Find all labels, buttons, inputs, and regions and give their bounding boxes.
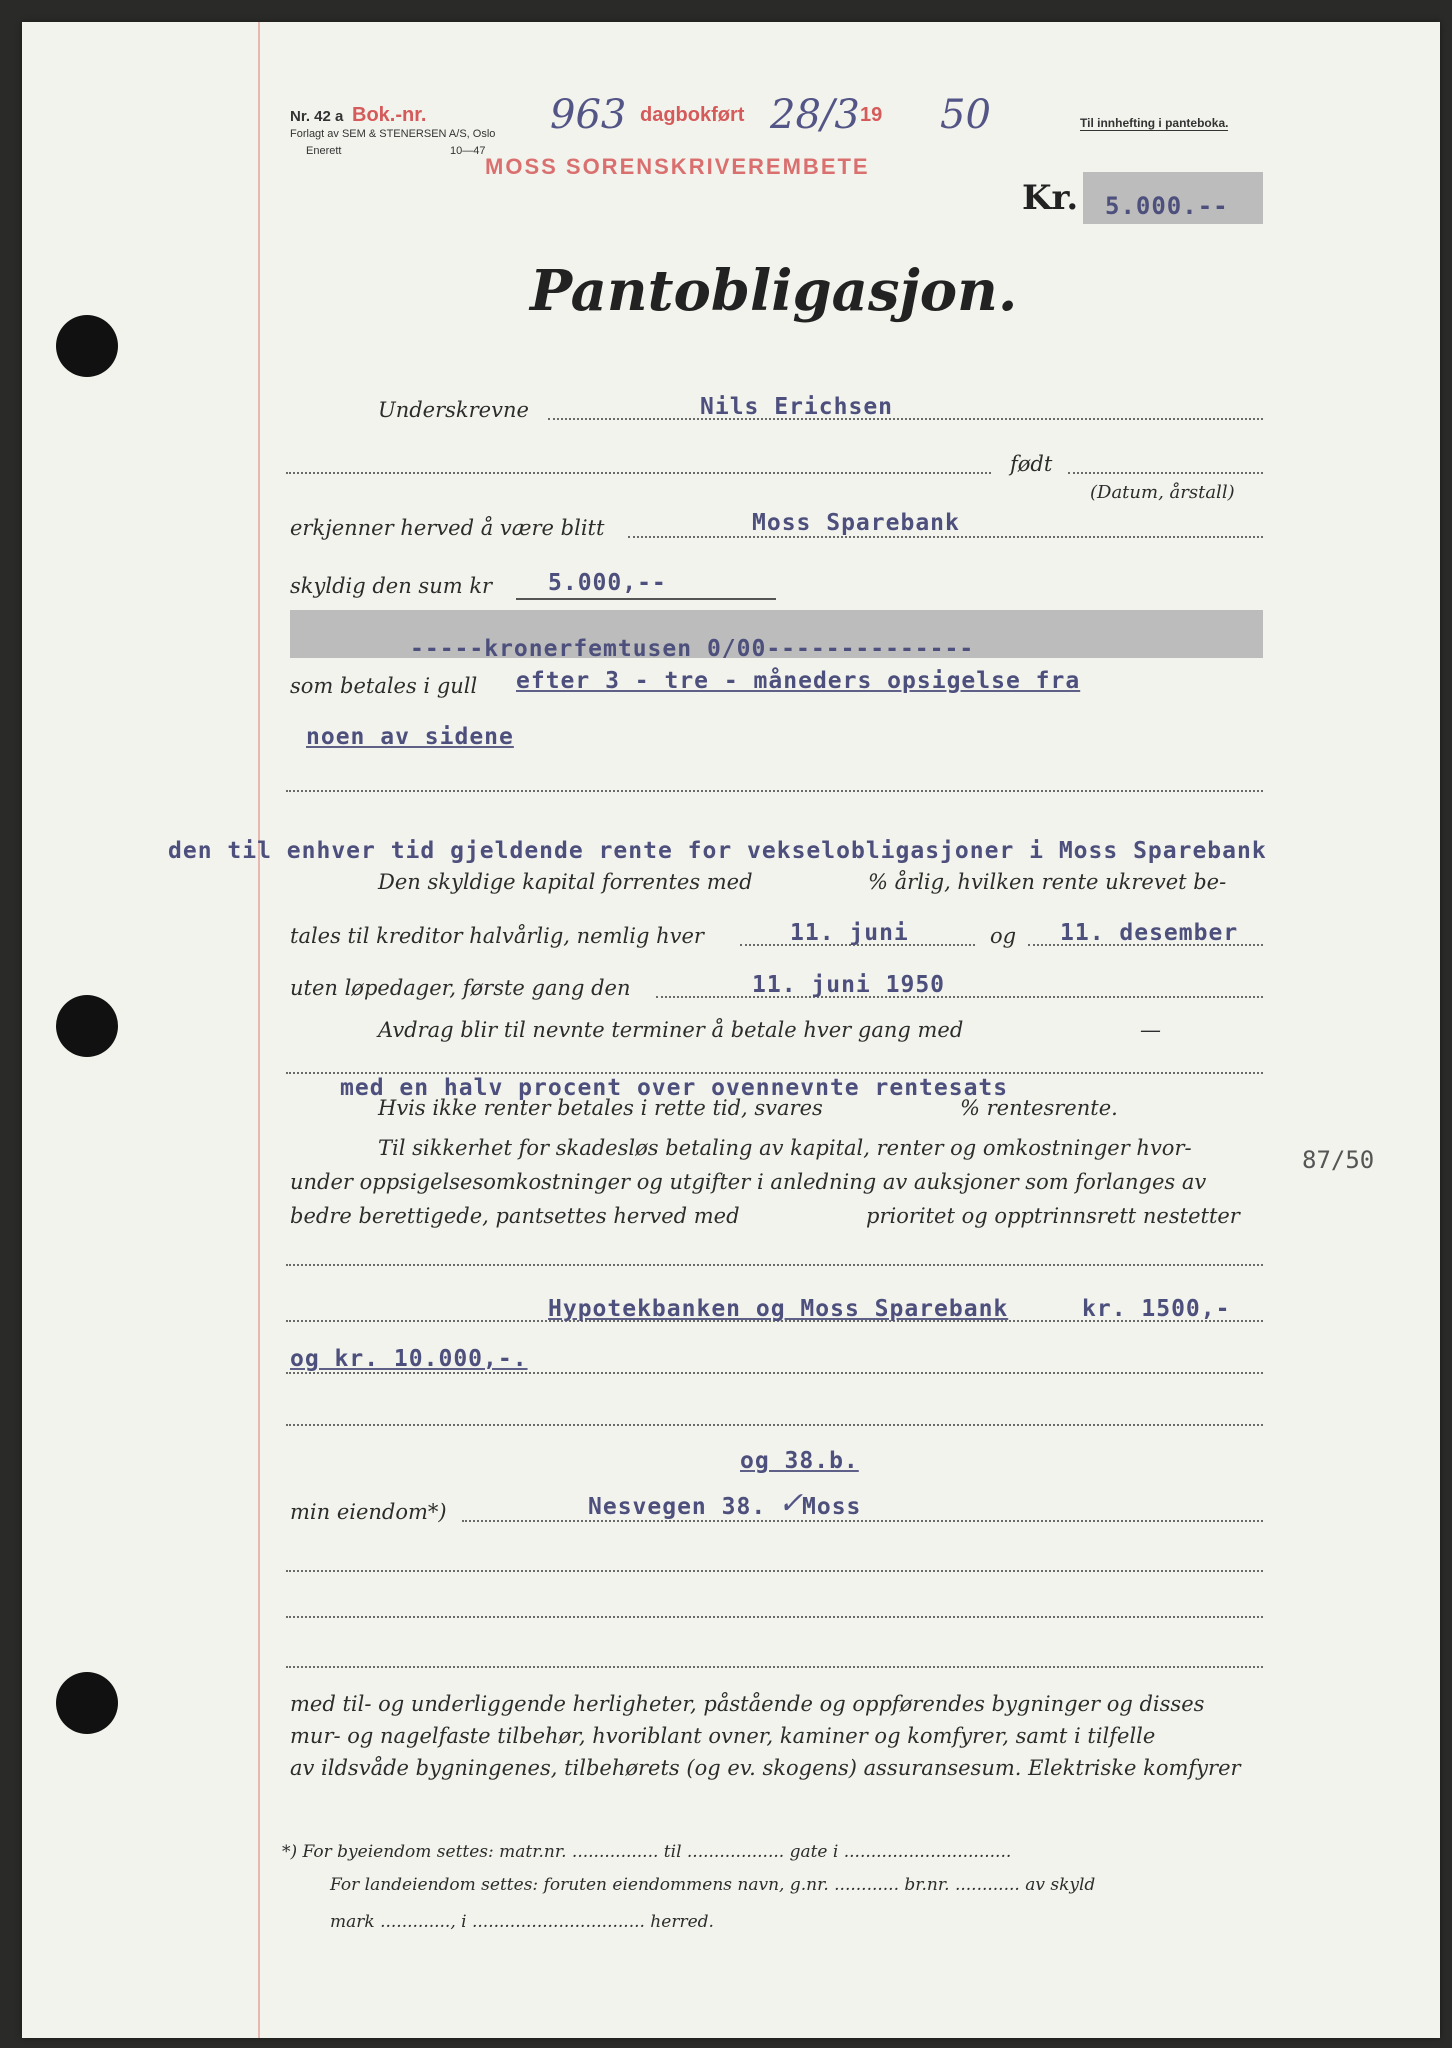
- sum-underline: [516, 598, 776, 600]
- herligheter-line-2: mur- og nagelfaste tilbehør, hvoriblant ovner, kaminer og komfyrer, samt i tilfelle: [290, 1724, 1156, 1748]
- prior-claim-1-amount: kr. 1500,-: [1082, 1296, 1231, 1322]
- forrentes-label-b: % årlig, hvilken rente ukrevet be-: [868, 870, 1227, 894]
- footnote-line-3: mark ............., i ................................ herred.: [330, 1912, 714, 1932]
- publisher-line: Forlagt av SEM & STENERSEN A/S, Oslo: [290, 128, 496, 140]
- betales-value-2: noen av sidene: [306, 724, 514, 750]
- first-payment-date: 11. juni 1950: [752, 972, 946, 998]
- term-date-1: 11. juni: [790, 920, 909, 946]
- hvis-ikke-label-a: Hvis ikke renter betales i rette tid, svares: [378, 1096, 823, 1120]
- year-prefix: 19: [860, 104, 883, 126]
- herligheter-line-3: av ildsvåde bygningenes, tilbehørets (og ev. skogens) assuransesum. Elektriske komfyrer: [290, 1756, 1241, 1780]
- sikkerhet-line-3b: prioritet og opptrinnsrett nestetter: [866, 1204, 1240, 1228]
- dotted-line: [656, 996, 1263, 998]
- eiendom-label: min eiendom*): [290, 1500, 447, 1524]
- term-date-2: 11. desember: [1060, 920, 1239, 946]
- footnote-line-1: *) For byeiendom settes: matr.nr. ................ til .................. gate i ...............................: [282, 1842, 1012, 1862]
- creditor-name: Moss Sparebank: [752, 510, 960, 536]
- undertegnede-label: Underskrevne: [378, 398, 529, 422]
- sikkerhet-line-3a: bedre berettigede, pantsettes herved med: [290, 1204, 740, 1228]
- dotted-line: [286, 1616, 1263, 1618]
- form-number: Nr. 42 a: [290, 108, 344, 125]
- tales-label: tales til kreditor halvårlig, nemlig hver: [290, 924, 704, 948]
- enerett-label: Enerett: [306, 145, 342, 157]
- sum-value: 5.000,--: [548, 570, 667, 596]
- property-city: Moss: [802, 1494, 862, 1520]
- dotted-line: [286, 1424, 1263, 1426]
- dotted-line: [286, 1666, 1263, 1668]
- bok-nr-stamp: Bok.-nr.: [352, 104, 427, 126]
- avdrag-dash: —: [1140, 1018, 1161, 1042]
- lopedager-label: uten løpedager, første gang den: [290, 976, 631, 1000]
- check-mark: ✓: [778, 1486, 804, 1521]
- avdrag-label: Avdrag blir til nevnte terminer å betale hver gang med: [378, 1018, 964, 1042]
- document-title: Pantobligasjon.: [530, 258, 1018, 324]
- erkjenner-label: erkjenner herved å være blitt: [290, 516, 605, 540]
- og-label: og: [990, 924, 1017, 948]
- entry-number: 963: [550, 92, 627, 138]
- punch-hole: [56, 1672, 118, 1734]
- dotted-line: [286, 790, 1263, 792]
- rente-typed: den til enhver tid gjeldende rente for vekselobligasjoner i Moss Sparebank: [168, 838, 1267, 864]
- halv-procent: med en halv procent over ovennevnte rentesats: [340, 1075, 1009, 1101]
- herligheter-line-1: med til- og underliggende herligheter, påstående og oppførendes bygninger og disses: [290, 1692, 1205, 1716]
- sum-words: -----kronerfemtusen 0/00--------------: [410, 636, 975, 662]
- hvis-ikke-label-b: % rentesrente.: [960, 1096, 1118, 1120]
- property-address: Nesvegen 38.: [588, 1494, 767, 1520]
- betales-value-1: efter 3 - tre - måneders opsigelse fra: [516, 668, 1081, 694]
- datum-hint: (Datum, årstall): [1090, 482, 1235, 503]
- dotted-line: [548, 418, 1263, 420]
- og-38b: og 38.b.: [740, 1448, 859, 1474]
- dagbokfort-stamp: dagbokført: [640, 104, 745, 126]
- debtor-name: Nils Erichsen: [700, 394, 894, 420]
- skyldig-label: skyldig den sum kr: [290, 574, 493, 598]
- prior-claim-1: Hypotekbanken og Moss Sparebank: [548, 1296, 1009, 1322]
- betales-label: som betales i gull: [290, 674, 478, 698]
- year-hand: 50: [940, 92, 991, 138]
- dotted-line: [286, 1264, 1263, 1266]
- forrentes-label-a: Den skyldige kapital forrentes med: [378, 870, 753, 894]
- dotted-line: [1068, 472, 1263, 474]
- sikkerhet-line-1: Til sikkerhet for skadesløs betaling av kapital, renter og omkostninger hvor-: [378, 1136, 1192, 1160]
- kr-amount: 5.000.--: [1105, 192, 1229, 220]
- til-innhefting: Til innhefting i panteboka.: [1080, 116, 1229, 130]
- sikkerhet-line-2: under oppsigelsesomkostninger og utgifter i anledning av auksjoner som forlanges av: [290, 1170, 1207, 1194]
- dotted-line: [286, 1372, 1263, 1374]
- footnote-line-2: For landeiendom settes: foruten eiendommens navn, g.nr. ............ br.nr. ............ av skyld: [330, 1875, 1096, 1895]
- punch-hole: [56, 995, 118, 1057]
- prior-claim-2: og kr. 10.000,-.: [290, 1346, 528, 1372]
- dotted-line: [286, 1570, 1263, 1572]
- dagbok-date: 28/3: [770, 92, 860, 138]
- margin-rule: [258, 22, 260, 2038]
- dotted-line: [286, 1072, 1263, 1074]
- dotted-line: [286, 472, 991, 474]
- dotted-line: [628, 536, 1263, 538]
- punch-hole: [56, 315, 118, 377]
- form-date: 10—47: [450, 145, 486, 157]
- fodt-label: født: [1010, 452, 1053, 476]
- office-stamp: MOSS SORENSKRIVEREMBETE: [485, 154, 870, 179]
- margin-note: 87/50: [1302, 1146, 1375, 1174]
- kr-label: Kr.: [1022, 178, 1079, 218]
- dotted-line: [462, 1520, 1263, 1522]
